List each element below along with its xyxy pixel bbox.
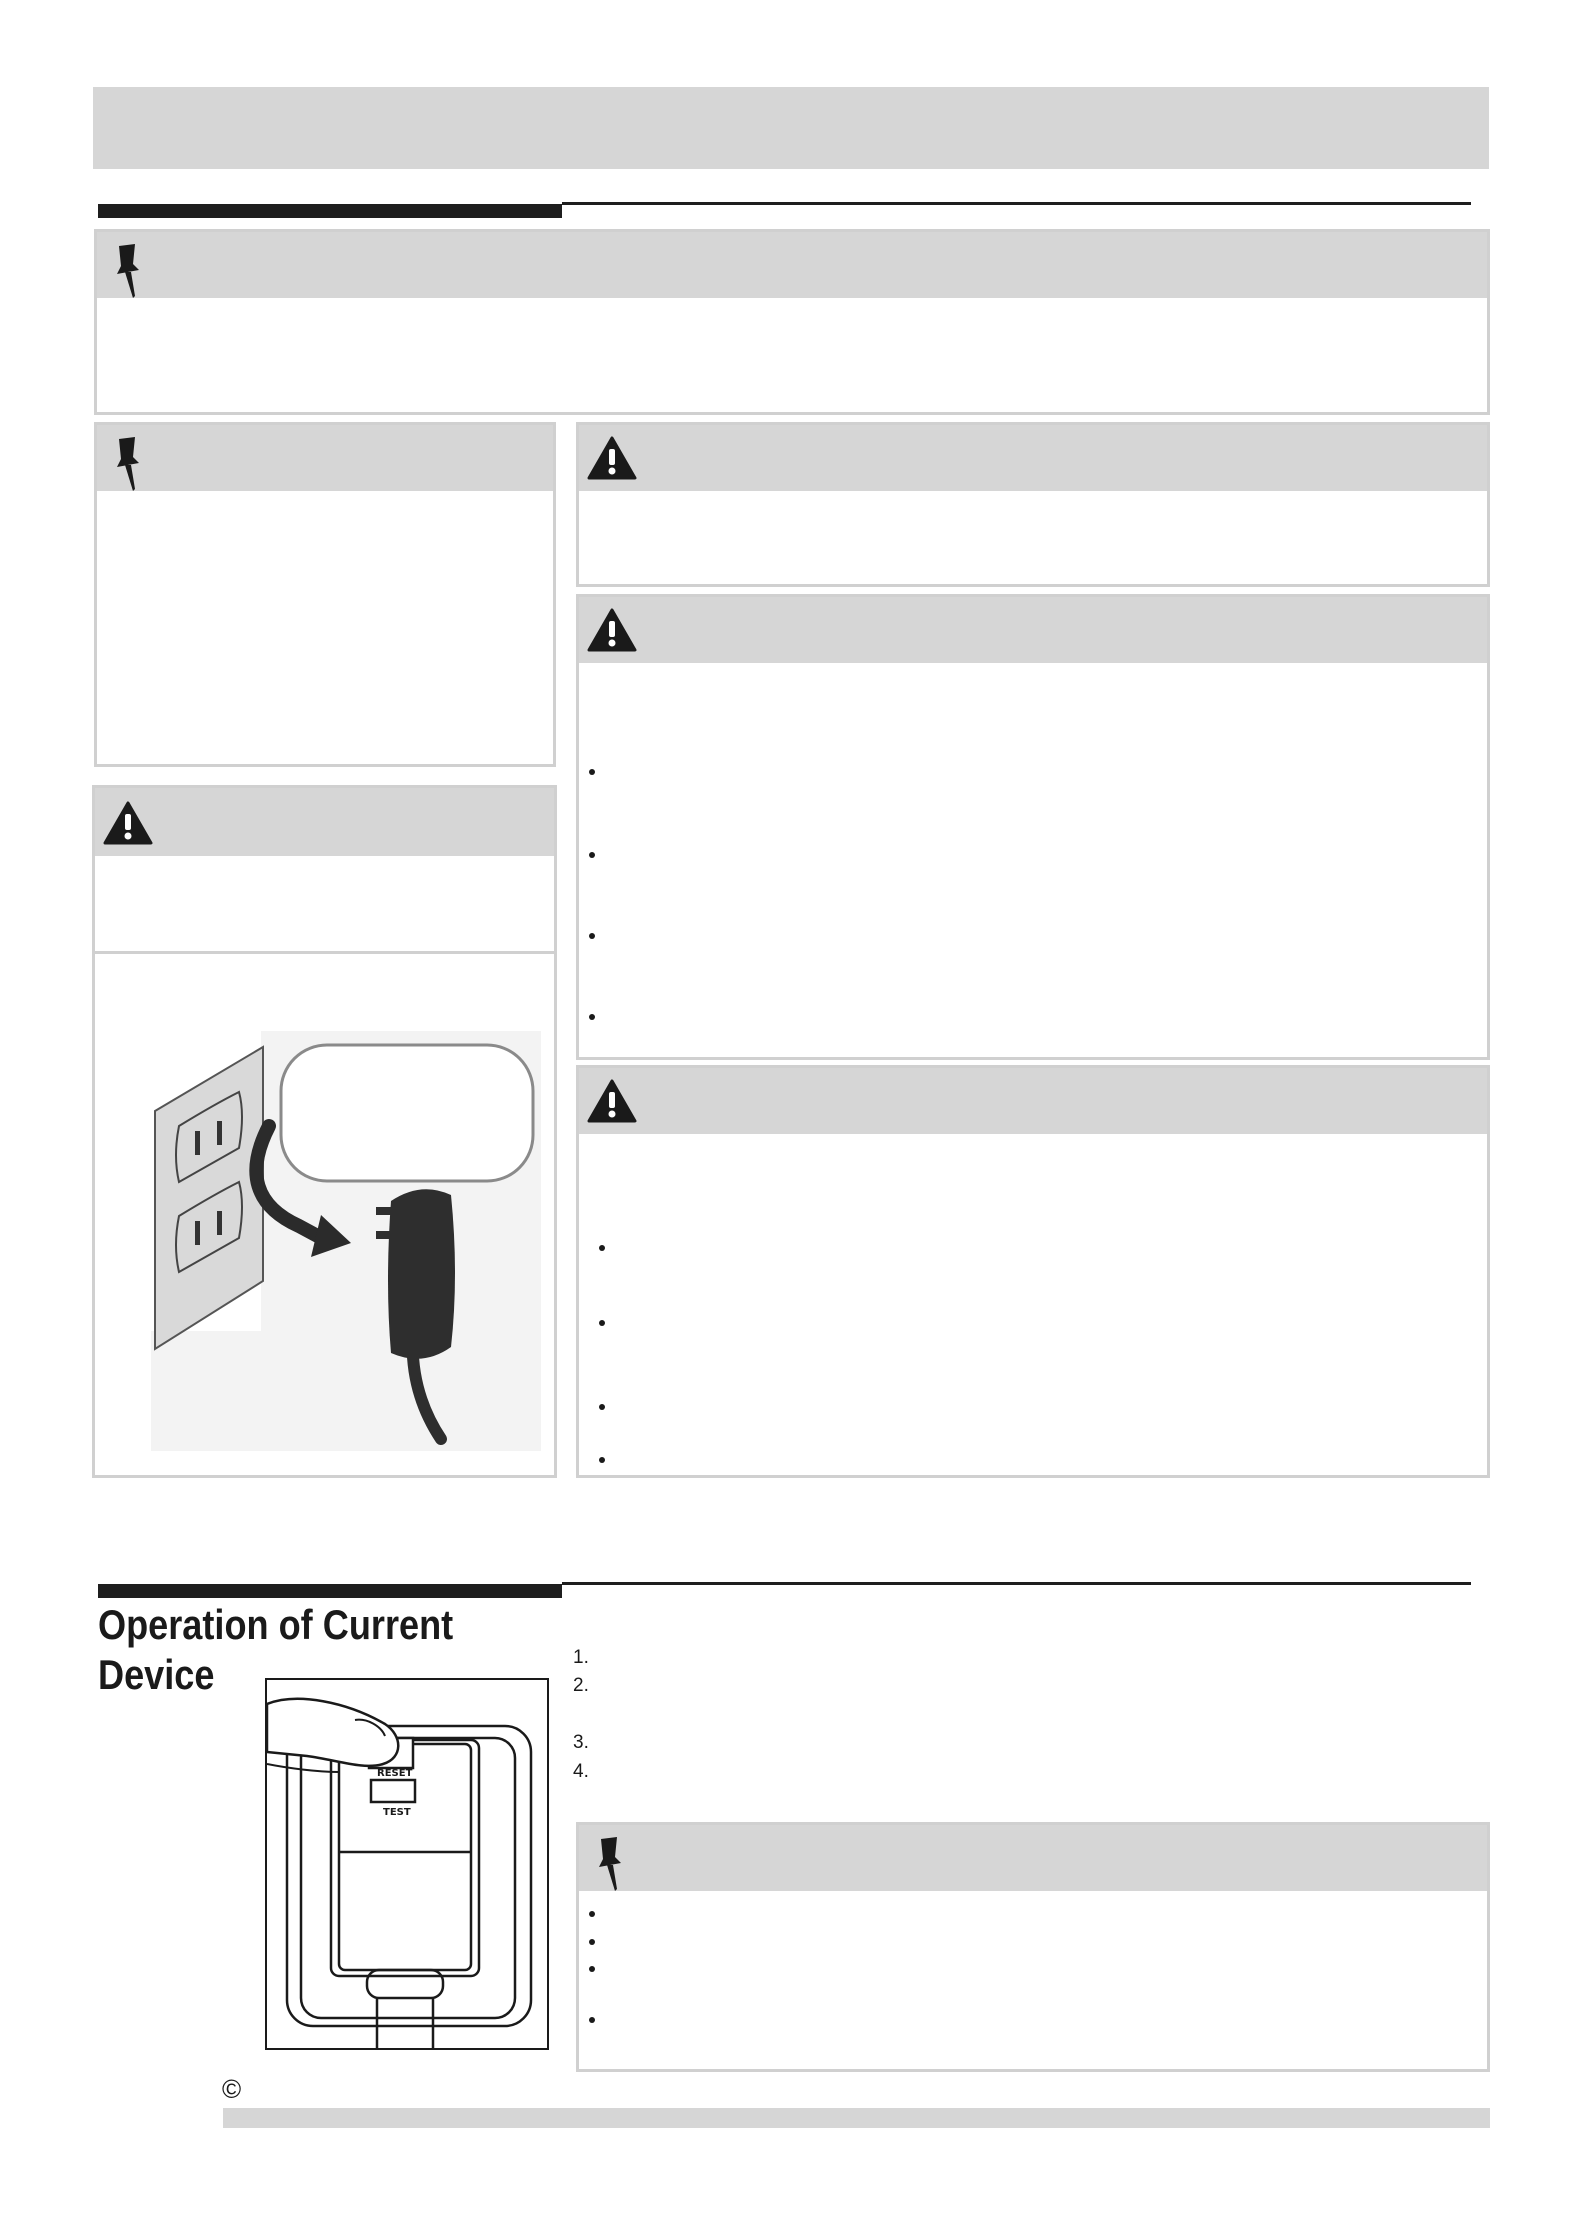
list-bullet [589, 852, 595, 858]
gfci-device-illustration [267, 1680, 547, 2048]
step-number-3: 3. [573, 1732, 589, 1753]
section-rule-thin [562, 1582, 1471, 1585]
list-bullet [599, 1245, 605, 1251]
warning-inner-divider [95, 951, 554, 954]
list-bullet [589, 769, 595, 775]
note-box-bottom [576, 1822, 1490, 2072]
list-bullet [599, 1320, 605, 1326]
section-rule-thick [98, 1584, 562, 1598]
copyright-symbol: © [222, 2074, 242, 2104]
step-number-2: 2. [573, 1675, 589, 1696]
pushpin-icon [111, 435, 145, 493]
warning-box-header [579, 1068, 1487, 1134]
section-rule-thin [562, 202, 1471, 205]
warning-box-header [579, 425, 1487, 491]
list-bullet [589, 1911, 595, 1917]
reset-label: RESET [377, 1768, 413, 1779]
section-title-line-1: Operation of Current [98, 1601, 454, 1648]
gfci-illustration-frame [265, 1678, 549, 2050]
list-bullet [589, 933, 595, 939]
pushpin-icon [111, 242, 145, 300]
note-box-header [97, 425, 553, 491]
list-bullet [589, 1939, 595, 1945]
warning-box-left [92, 785, 557, 1478]
note-box-header [579, 1825, 1487, 1891]
step-number-4: 4. [573, 1761, 589, 1782]
page-footer-bar [223, 2108, 1490, 2128]
note-box-top [94, 229, 1490, 415]
pushpin-icon [593, 1835, 627, 1893]
warning-box-header [95, 788, 554, 856]
list-bullet [599, 1457, 605, 1463]
note-box-header [97, 232, 1487, 298]
warning-triangle-icon [587, 1079, 637, 1123]
warning-triangle-icon [587, 608, 637, 652]
warning-box-2 [576, 594, 1490, 1060]
unplug-illustration [151, 1031, 541, 1451]
warning-box-header [579, 597, 1487, 663]
section-rule-thick [98, 204, 562, 218]
warning-box-3 [576, 1065, 1490, 1478]
warning-box-1 [576, 422, 1490, 587]
page-header-bar [93, 87, 1489, 169]
note-box-left [94, 422, 556, 767]
list-bullet [599, 1404, 605, 1410]
test-label: TEST [383, 1807, 411, 1818]
list-bullet [589, 1966, 595, 1972]
list-bullet [589, 2017, 595, 2023]
list-bullet [589, 1014, 595, 1020]
section-title-line-2: Device [98, 1651, 215, 1698]
step-number-1: 1. [573, 1647, 589, 1668]
warning-triangle-icon [587, 436, 637, 480]
warning-triangle-icon [103, 801, 153, 845]
